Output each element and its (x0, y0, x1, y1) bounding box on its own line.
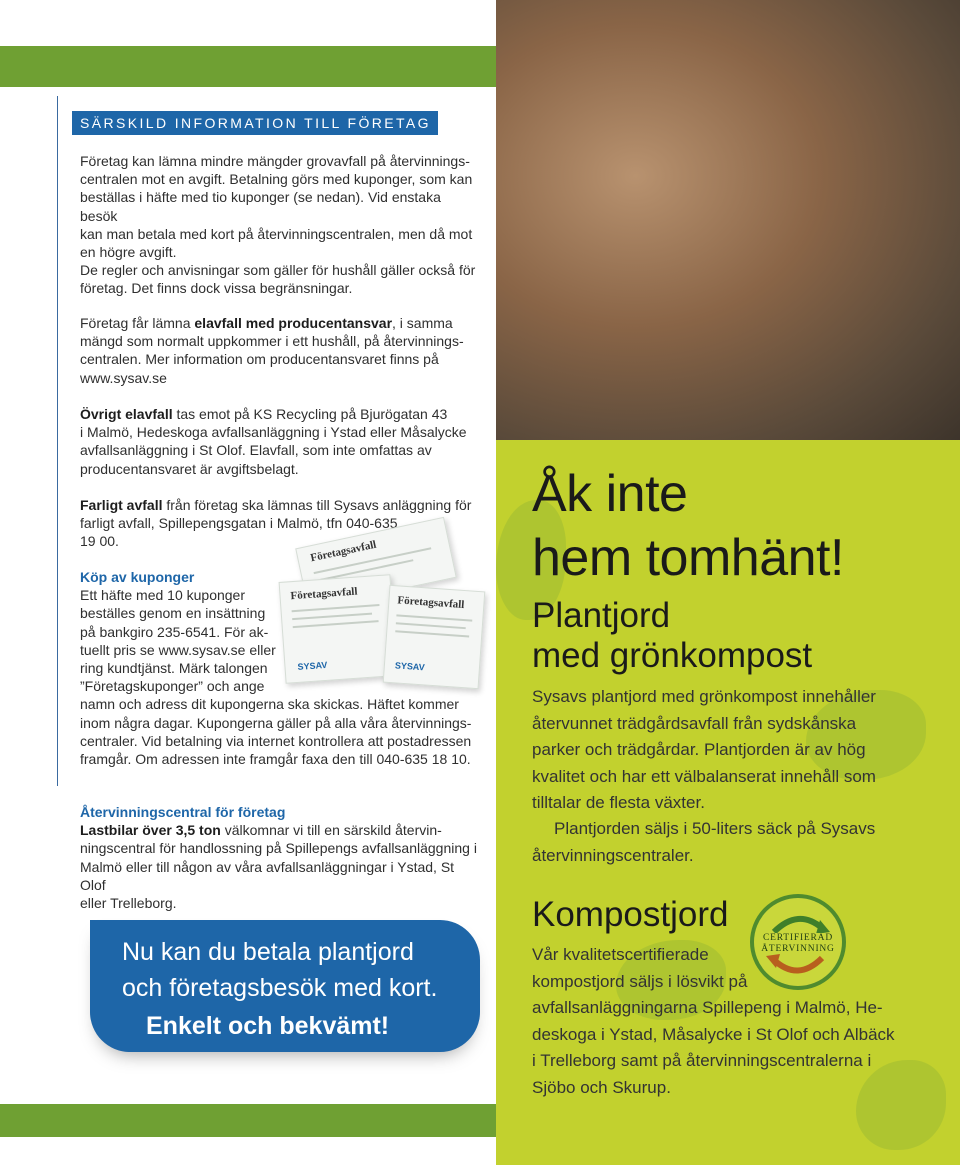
left-rule (57, 96, 58, 786)
coupon-left-logo: SYSAV (297, 659, 328, 672)
top-green-bar (0, 46, 496, 87)
plantjord-line-2: med grönkompost (532, 636, 813, 675)
seedling-photo (496, 0, 960, 440)
bubble-line-3: Enkelt och bekvämt! (146, 1012, 390, 1040)
para-4 (80, 405, 480, 478)
para-1: Företag kan lämna mindre mängder grovavfall på återvinnings- centralen mot en avgift. Betalning görs med kuponger, som kan beställas i häfte med tio kuponger (se nedan). Vid enstaka besök kan man betala med kort på återvinningscentralen, men då mot en högre avgift. (80, 153, 473, 261)
bubble-line-2: och företagsbesök med kort. (122, 974, 438, 1002)
kop-heading: Köp av kuponger (80, 569, 195, 585)
right-title (532, 462, 932, 590)
para-5-bold: Farligt avfall (80, 497, 163, 513)
para-5-after: från företag ska lämnas till Sysavs anläggning för farligt avfall, Spillepengsgatan i Malmö, tfn 040-635 19 00. (80, 497, 472, 550)
ovrigt-paragraph (80, 405, 480, 478)
cert-label-2: ÅTERVINNING (757, 944, 839, 954)
coupon-right-logo: SYSAV (394, 660, 426, 673)
atervinning-bold: Lastbilar över 3,5 ton (80, 822, 221, 839)
coupon-right-title: Företagsavfall (397, 594, 465, 612)
para-3-before: Företag får lämna (80, 315, 195, 331)
coupon-left-title: Företagsavfall (290, 585, 358, 603)
kompost-heading: Kompostjord (532, 895, 729, 934)
atervinning-after: välkomnar vi till en särskild återvin- ningscentral för handlossning på Spillepengs avfallsanläggning i Malmö eller till någon av våra avfallsanläggningar i Ystad, St Olof eller Trelleborg. (80, 822, 477, 912)
para-4-bold: Övrigt elavfall (80, 406, 173, 422)
cert-label-1: CERTIFIERAD (757, 933, 839, 943)
para-3-bold: elavfall med producentansvar (194, 315, 393, 331)
coupons-image (270, 520, 480, 690)
intro-paragraph (80, 152, 480, 261)
coupon-back-title: Företagsavfall (309, 538, 378, 565)
title-line-1: Åk inte (532, 465, 688, 523)
plantjord-heading (532, 596, 932, 676)
kop-wide-text: namn och adress dit kupongerna ska skickas. Häftet kommer inom några dagar. Kupongerna gäller på alla våra återvinnings- centraler. Vid betalning via internet kontrollera att postadressen framgår. Om adressen inte framgår faxa den till 040-635 18 10. (80, 696, 472, 768)
elavfall-paragraph (80, 314, 480, 387)
atervinning-heading: Återvinningscentral för företag (80, 804, 286, 820)
rules-paragraph (80, 261, 480, 297)
atervinning-section (80, 803, 480, 912)
para-2: De regler och anvisningar som gäller för hushåll gäller också för företag. Det finns dock vissa begränsningar. (80, 262, 476, 297)
kop-narrow-text: Ett häfte med 10 kuponger beställes genom en insättning på bankgiro 235-6541. För ak- tuellt pris se www.sysav.se eller ring kundtjänst. Märk talongen ”Företagskuponger” och ange (80, 587, 276, 695)
para-3 (80, 314, 480, 387)
section-heading: SÄRSKILD INFORMATION TILL FÖRETAG (72, 111, 438, 135)
card-payment-bubble (90, 920, 480, 1052)
coupon-right (383, 585, 486, 689)
coupon-left (279, 574, 398, 684)
atervinning-text (80, 821, 480, 912)
kompost-wide-text: avfallsanläggningarna Spillepeng i Malmö, He- deskoga i Ystad, Måsalycke i St Olof och Albäck i Trelleborg samt på återvinningscentralerna i Sjöbo och Skurup. (532, 998, 895, 1097)
para-4-after: tas emot på KS Recycling på Bjurögatan 43 i Malmö, Hedeskoga avfallsanläggning i Ystad eller Måsalycke avfallsanläggning i St Olof. Elavfall, som inte omfattas av producentansvaret är avgiftsbelagt. (80, 406, 467, 477)
bubble-line-1: Nu kan du betala plantjord (122, 938, 414, 966)
title-line-2: hem tomhänt! (532, 529, 844, 587)
plantjord-text-2: Plantjorden säljs i 50-liters säck på Sysavs återvinningscentraler. (532, 819, 876, 865)
plantjord-line-1: Plantjord (532, 596, 671, 635)
bottom-green-bar (0, 1104, 496, 1137)
para-3-after: , i samma mängd som normalt uppkommer i ett hushåll, på återvinnings- centralen. Mer information om producentansvaret finns på www.sysav.se (80, 315, 464, 386)
kompost-narrow-text: Vår kvalitetscertifierade kompostjord säljs i lösvikt på (532, 945, 748, 991)
plantjord-text: Sysavs plantjord med grönkompost innehåller återvunnet trädgårdsavfall från sydskånska parker och trädgårdar. Plantjorden är av hög kvalitet och har ett välbalanserat innehåll som tilltalar de flesta växter. (532, 687, 876, 812)
